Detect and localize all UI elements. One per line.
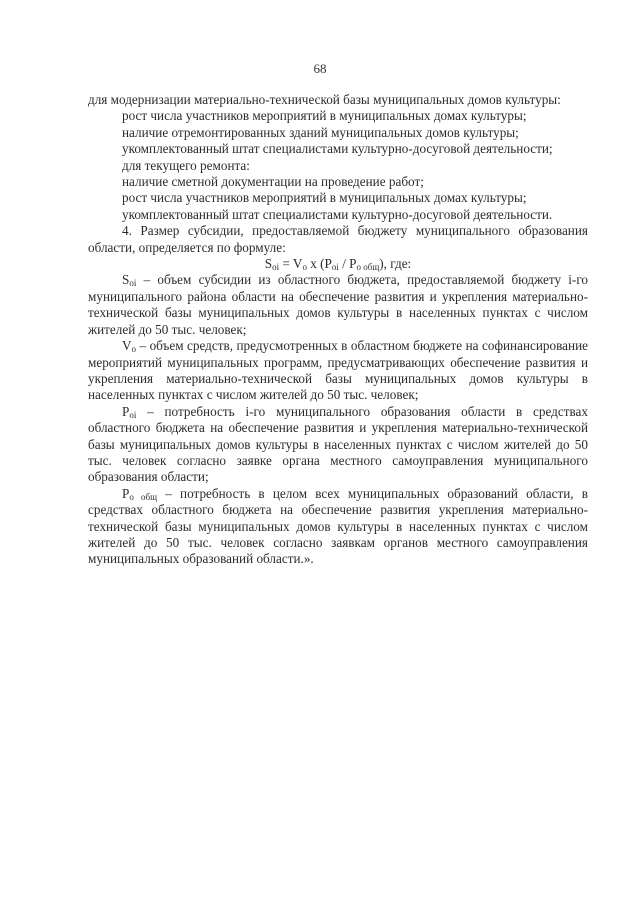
definition-p: $P_{oi}$ – потребность i-го муниципального образования области в средствах областного бюджета на обеспечение развития и укрепления материально-технической базы муниципальных домов культуры в населенных пунктах с числом жителей до 50 тыс. человек согласно заявке органа местного самоуправления муниципального образования области; [88,403,588,485]
paragraph-subsidy-size: 4. Размер субсидии, предоставляемой бюджету муниципального образования области, определяется по формуле: [88,223,588,255]
definition-p-total: $P_{o общ}$ – потребность в целом всех муниципальных образований области, в средствах областного бюджета на обеспечение развития укрепления материально-технической базы муниципальных домов культуры в населенных пунктах с числом жителей до 50 тыс. человек согласно заявкам органов местного самоуправления муниципальных образований области.». [88,485,588,567]
document-body [88,92,588,568]
definition-v: $V_o$ – объем средств, предусмотренных в областном бюджете на софинансирование мероприятий муниципальных программ, предусматривающих обеспечение развития и укрепления материально-технической базы муниципальных домов культуры в населенных пунктах с числом жителей до 50 тыс. человек; [88,338,588,403]
criterion-repaired-buildings: наличие отремонтированных зданий муниципальных домов культуры; [122,124,519,140]
criterion-participants: рост числа участников мероприятий в муниципальных домах культуры; [122,108,527,124]
definition-s: $S_{oi}$ – объем субсидии из областного бюджета, предоставляемой бюджету i-го муниципального района области на обеспечение развития и укрепления материально-технической базы муниципальных домов культуры в населенных пунктах с числом жителей до 50 тыс. человек; [88,272,588,337]
criterion-estimate-documentation: наличие сметной документации на проведение работ; [122,174,424,190]
subsidy-formula: $S_{oi} = V_o$ x $(P_{oi} / P_{o общ})$, где: [264,256,412,273]
paragraph-modernization-criteria: для модернизации материально-технической базы муниципальных домов культуры: [88,92,561,107]
criterion-staff-repair: укомплектованный штат специалистами культурно-досуговой деятельности. [122,206,553,222]
paragraph-current-repair: для текущего ремонта: [122,157,250,173]
criterion-participants-repair: рост числа участников мероприятий в муниципальных домах культуры; [122,190,527,206]
page-number: 68 [313,61,327,76]
criterion-staff: укомплектованный штат специалистами культурно-досуговой деятельности; [122,141,553,157]
